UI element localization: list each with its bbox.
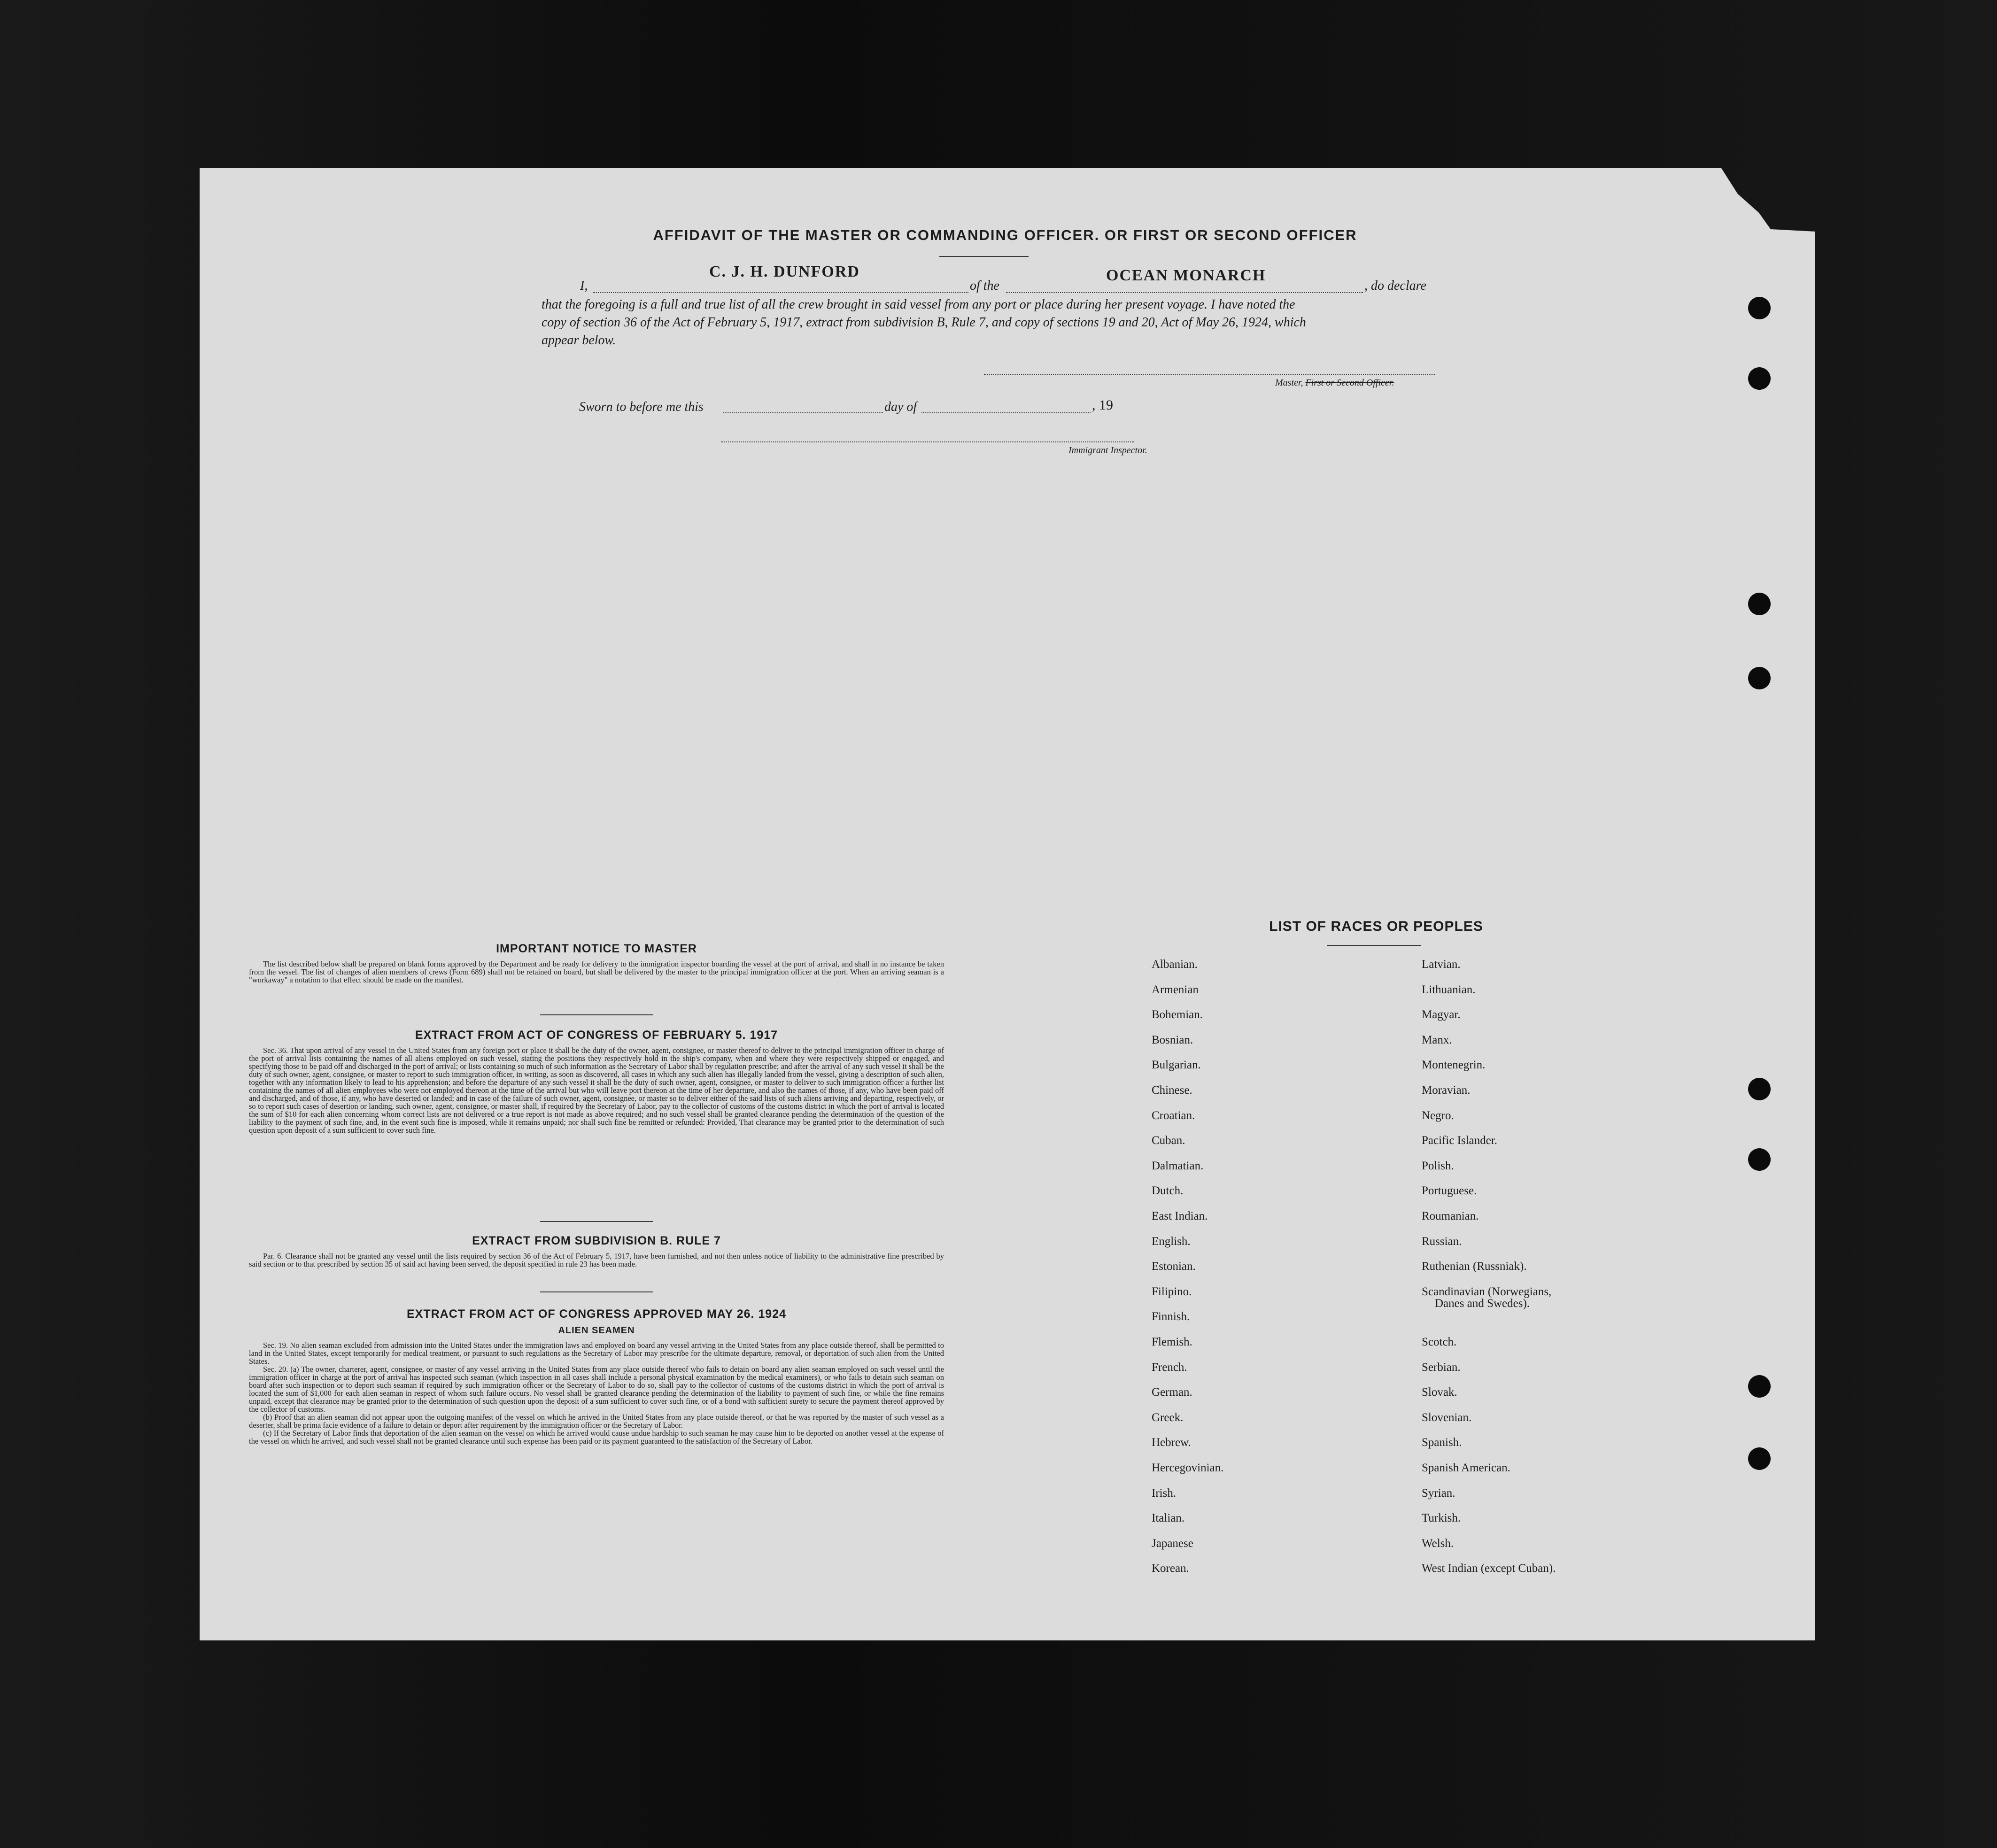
race-scandinavian-continued: Danes and Swedes). — [1435, 1297, 1530, 1310]
extract-1917-title: EXTRACT FROM ACT OF CONGRESS OF FEBRUARY 5. 1917 — [415, 1028, 778, 1042]
race-item: Croatian. — [1152, 1109, 1195, 1122]
divider — [540, 1014, 653, 1015]
section-20c-paragraph: (c) If the Secretary of Labor finds that deportation of the alien seaman on the vessel on which he arrived would cause undue hardship to such seaman he may cause him to be deported on another vessel at the expense of the vessel on which he arrived, and such vessel shall not be granted clearance until such expense has been paid or its payment guaranteed to the satisfaction of the Secretary of Labor. — [249, 1429, 944, 1446]
race-item: Latvian. — [1422, 958, 1461, 971]
punch-hole — [1748, 593, 1771, 615]
extract-1917-text — [249, 1046, 944, 1134]
punch-hole — [1748, 1375, 1771, 1398]
race-item: Welsh. — [1422, 1537, 1454, 1550]
race-item: English. — [1152, 1235, 1191, 1248]
race-item: Japanese — [1152, 1537, 1193, 1550]
race-item: Irish. — [1152, 1486, 1177, 1500]
notice-text — [249, 960, 944, 984]
sworn-day-line — [723, 412, 883, 413]
race-item: Spanish. — [1422, 1436, 1462, 1449]
race-item: Hercegovinian. — [1152, 1461, 1224, 1474]
race-item: Bulgarian. — [1152, 1059, 1201, 1072]
race-item: Negro. — [1422, 1109, 1454, 1122]
do-declare: , do declare — [1364, 278, 1426, 293]
extract-rule7-title: EXTRACT FROM SUBDIVISION B. RULE 7 — [472, 1234, 721, 1247]
vessel-line — [1006, 292, 1363, 293]
race-item: Lithuanian. — [1422, 983, 1476, 996]
race-item: Armenian — [1152, 983, 1199, 996]
affidavit-title: AFFIDAVIT OF THE MASTER OR COMMANDING OFFICER. OR FIRST OR SECOND OFFICER — [653, 227, 1357, 243]
par-6-paragraph: Par. 6. Clearance shall not be granted any vessel until the lists required by section 36 of the Act of February 5, 1917, have been furnished, and not then unless notice of liability to the administrative fine prescribed by said section or to that prescribed by section 35 of said act having been served, the deposit specified in rule 23 has been made. — [249, 1252, 944, 1268]
races-title: LIST OF RACES OR PEOPLES — [1269, 919, 1483, 934]
race-item: Turkish. — [1422, 1512, 1461, 1525]
day-of: day of — [884, 400, 917, 414]
punch-hole — [1748, 667, 1771, 689]
race-item: Roumanian. — [1422, 1210, 1479, 1222]
race-item: Slovak. — [1422, 1386, 1457, 1399]
divider — [540, 1291, 653, 1292]
extract-1924-text — [249, 1341, 944, 1445]
race-item: Montenegrin. — [1422, 1059, 1486, 1072]
race-item: Polish. — [1422, 1159, 1454, 1172]
extract-1924-title: EXTRACT FROM ACT OF CONGRESS APPROVED MAY 26. 1924 — [406, 1307, 787, 1321]
race-item: Manx. — [1422, 1033, 1452, 1046]
race-item: Finnish. — [1152, 1310, 1190, 1323]
race-item: Chinese. — [1152, 1084, 1192, 1097]
divider — [939, 256, 1029, 257]
race-item: Syrian. — [1422, 1486, 1455, 1500]
race-item: Hebrew. — [1152, 1436, 1191, 1449]
sworn-month-line — [921, 412, 1091, 413]
divider — [1327, 945, 1421, 946]
race-item: Cuban. — [1152, 1134, 1185, 1147]
race-item: West Indian (except Cuban). — [1422, 1562, 1556, 1575]
sworn-prefix: Sworn to before me this — [579, 400, 704, 414]
extract-rule7-text — [249, 1252, 944, 1268]
of-the: of the — [970, 278, 999, 293]
race-item: Flemish. — [1152, 1336, 1192, 1348]
race-item: Scandinavian (Norwegians, — [1422, 1285, 1552, 1298]
race-item: Scotch. — [1422, 1336, 1457, 1348]
race-item: East Indian. — [1152, 1210, 1208, 1222]
punch-hole — [1748, 367, 1771, 390]
affidavit-text-line3: appear below. — [542, 333, 616, 348]
race-item: Magyar. — [1422, 1008, 1461, 1021]
name-line — [593, 292, 968, 293]
struck-officer-label: First or Second Officer. — [1305, 378, 1394, 388]
master-label: Master, — [1275, 378, 1303, 388]
typed-vessel-name: OCEAN MONARCH — [1106, 267, 1266, 284]
race-item: Russian. — [1422, 1235, 1462, 1248]
inspector-label: Immigrant Inspector. — [1068, 445, 1147, 456]
race-item: French. — [1152, 1361, 1187, 1374]
alien-seamen-subtitle: ALIEN SEAMEN — [558, 1325, 635, 1336]
race-item: Bosnian. — [1152, 1033, 1193, 1046]
punch-hole — [1748, 1447, 1771, 1470]
master-signature-label — [1275, 378, 1394, 388]
section-20a-paragraph: Sec. 20. (a) The owner, charterer, agent, consignee, or master of any vessel arriving in the United States from any place outside thereof who fails to detain on board any alien seaman employed on such vessel until the immigration officer in charge at the port of arrival has inspected such seaman (which inspection in all cases shall include a personal physical examination by the medical examiners), or who fails to detain such seaman on board after such inspection or to deport such seaman if required by such immigration officer or the Secretary of Labor to do so, shall pay to the collector of customs of the customs district in which the port of arrival is located the sum of $1,000 for each alien seaman in respect of whom such failure occurs. No vessel shall be granted clearance pending the determination of the liability to payment of such fine, or while the fine remains unpaid, except that clearance may be granted prior to the determination of such question upon the deposit of a sum sufficient to cover such fine, or of a bond with sufficient surety to secure the payment thereof approved by the collector of customs. — [249, 1365, 944, 1414]
race-item: German. — [1152, 1386, 1192, 1399]
race-item: Dalmatian. — [1152, 1159, 1204, 1172]
race-item: Serbian. — [1422, 1361, 1461, 1374]
race-item: Portuguese. — [1422, 1184, 1477, 1198]
inspector-signature-line — [721, 441, 1134, 442]
punch-hole — [1748, 297, 1771, 319]
master-signature-line — [984, 374, 1435, 375]
race-item: Dutch. — [1152, 1184, 1184, 1198]
race-item: Korean. — [1152, 1562, 1189, 1575]
race-item: Spanish American. — [1422, 1461, 1510, 1474]
punch-hole — [1748, 1078, 1771, 1100]
race-item: Moravian. — [1422, 1084, 1471, 1097]
section-20b-paragraph: (b) Proof that an alien seaman did not appear upon the outgoing manifest of the vessel on which he arrived in the United States from any place outside thereof, or that he was reported by the master of such vessel as a deserter, shall be prima facie evidence of a failure to detain or deport after requirement by the immigration officer or the Secretary of Labor. — [249, 1413, 944, 1430]
race-item: Italian. — [1152, 1512, 1185, 1525]
year-prefix: , 19 — [1092, 397, 1113, 413]
race-item: Estonian. — [1152, 1260, 1196, 1273]
race-item: Pacific Islander. — [1422, 1134, 1498, 1147]
section-36-paragraph: Sec. 36. That upon arrival of any vessel in the United States from any foreign port or place it shall be the duty of the owner, agent, consignee, or master thereof to deliver to the principal immigration officer in charge of the port of arrival lists containing the names of all aliens employed on such vessel, stating the positions they respectively hold in the ship's company, when and where they were respectively shipped or engaged, and specifying those to be paid off and discharged in the port of arrival; or lists containing so much of such information as the Secretary of Labor shall by regulation prescribe; and after the arrival of any such vessel it shall be the duty of such owner, agent, consignee, or master to report to such immigration officer, in writing, as soon as discovered, all cases in which any such alien has illegally landed from the vessel, giving a description of such alien, together with any information likely to lead to his apprehension; and before the departure of any such vessel it shall be the duty of such owner, agent, consignee, or master to deliver to such immigration officer a further list containing the names of all alien employees who were not employed thereon at the time of the arrival but who will leave port thereon at the time of her departure, and also the names of those, if any, who have been paid off and discharged, and of those, if any, who have deserted or landed; and in case of the failure of such owner, agent, consignee, or master so to deliver either of the said lists of such aliens arriving and departing, respectively, or so to report such cases of desertion or landing, such owner, agent, consignee, or master shall, if required by the Secretary of Labor, pay to the collector of customs of the customs district in which the port of arrival is located the sum of $10 for each alien concerning whom correct lists are not delivered or a true report is not made as above required; and no such vessel shall be granted clearance pending the determination of the question of the liability to the payment of such fine, and, in the event such fine is imposed, while it remains unpaid; nor shall such fine be remitted or refunded: Provided, That clearance may be granted prior to the determination of such question upon deposit of a sum sufficient to cover such fine. — [249, 1046, 944, 1135]
typed-master-name: C. J. H. DUNFORD — [709, 263, 860, 280]
race-item: Albanian. — [1152, 958, 1198, 971]
punch-hole — [1748, 1148, 1771, 1171]
divider — [540, 1221, 653, 1222]
affidavit-text-line2: copy of section 36 of the Act of February 5, 1917, extract from subdivision B, Rule 7, and copy of sections 19 and 20, Act of May 26, 1924, which — [542, 315, 1306, 330]
affidavit-text-line1: that the foregoing is a full and true list of all the crew brought in said vessel from any port or place during her present voyage. I have noted the — [542, 297, 1295, 312]
notice-title: IMPORTANT NOTICE TO MASTER — [496, 942, 697, 955]
race-item: Bohemian. — [1152, 1008, 1203, 1021]
race-item: Greek. — [1152, 1411, 1184, 1424]
race-item: Slovenian. — [1422, 1411, 1472, 1424]
intro-i: I, — [580, 278, 588, 293]
section-19-paragraph: Sec. 19. No alien seaman excluded from admission into the United States under the immigration laws and employed on board any vessel arriving in the United States from any place outside thereof, shall be permitted to land in the United States, except temporarily for medical treatment, or pursuant to such regulations as the Secretary of Labor may prescribe for the ultimate departure, removal, or deportation of such alien from the United States. — [249, 1341, 944, 1366]
race-item: Ruthenian (Russniak). — [1422, 1260, 1527, 1273]
notice-paragraph: The list described below shall be prepared on blank forms approved by the Department and be ready for delivery to the immigration inspector boarding the vessel at the port of arrival, and shall in no instance be taken from the vessel. The list of changes of alien members of crews (Form 689) shall not be retained on board, but shall be delivered by the master to the principal immigration officer at the port. When an arriving seaman is a "workaway" a notation to that effect should be made on the manifest. — [249, 959, 944, 984]
race-item: Filipino. — [1152, 1285, 1192, 1298]
